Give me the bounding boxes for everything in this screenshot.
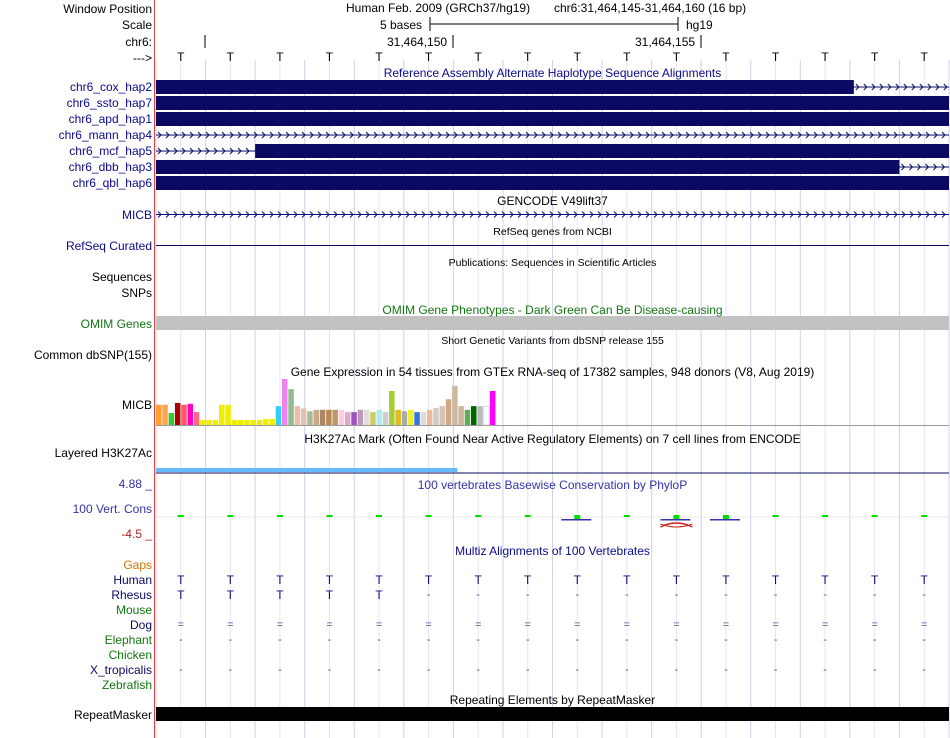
alignment-base: = bbox=[326, 619, 333, 631]
alignment-base: - bbox=[823, 634, 827, 646]
gtex-tissue-bar[interactable] bbox=[490, 391, 496, 425]
alignment-base: - bbox=[823, 589, 827, 601]
phylop-score-bar[interactable] bbox=[872, 515, 878, 517]
gtex-tissue-bar[interactable] bbox=[414, 412, 420, 425]
alignment-base: - bbox=[178, 634, 183, 646]
alignment-base: = bbox=[722, 619, 730, 631]
strand-label: ---> bbox=[133, 51, 152, 65]
alignment-base: T bbox=[821, 573, 829, 587]
publications-label-sequences: Sequences bbox=[91, 270, 152, 284]
alignment-base: - bbox=[625, 589, 629, 601]
alignment-base: = bbox=[524, 619, 531, 631]
alignment-base: T bbox=[722, 573, 730, 587]
alignment-base: - bbox=[922, 589, 927, 601]
alignment-base: = bbox=[921, 619, 928, 631]
haplotype-alignment-block[interactable] bbox=[156, 112, 949, 126]
gtex-tissue-bar[interactable] bbox=[244, 420, 250, 425]
alignment-base: T bbox=[771, 573, 780, 587]
multiz-track-title: Multiz Alignments of 100 Vertebrates bbox=[455, 544, 650, 558]
alignment-base: = bbox=[177, 619, 184, 631]
gtex-tissue-bar[interactable] bbox=[307, 411, 313, 425]
haplotype-alignment-block[interactable] bbox=[255, 144, 949, 158]
species-label: X_tropicalis bbox=[89, 663, 152, 677]
alignment-base: - bbox=[724, 634, 728, 646]
alignment-base: = bbox=[623, 619, 631, 631]
gtex-tissue-bar[interactable] bbox=[257, 420, 263, 425]
alignment-base: - bbox=[476, 664, 480, 676]
db-label: hg19 bbox=[686, 18, 713, 32]
phylop-score-bar[interactable] bbox=[723, 515, 729, 519]
species-label: Gaps bbox=[123, 558, 152, 572]
gtex-tissue-bar[interactable] bbox=[188, 404, 194, 425]
alignment-base: = bbox=[574, 619, 581, 631]
gtex-tissue-bar[interactable] bbox=[452, 386, 458, 425]
haplotype-label[interactable]: chr6_dbb_hap3 bbox=[68, 160, 152, 174]
dbsnp-track-title: Short Genetic Variants from dbSNP release 155 bbox=[441, 335, 664, 347]
alignment-base: - bbox=[823, 664, 827, 676]
ruler-base: T bbox=[920, 50, 928, 64]
ruler-base: T bbox=[276, 50, 284, 64]
alignment-base: - bbox=[525, 589, 530, 601]
alignment-base: - bbox=[872, 589, 877, 601]
alignment-base: T bbox=[524, 573, 532, 587]
alignment-base: - bbox=[773, 664, 778, 676]
gtex-tissue-bar[interactable] bbox=[370, 412, 376, 425]
gtex-tissue-bar[interactable] bbox=[213, 420, 219, 425]
haplotype-label[interactable]: chr6_mann_hap4 bbox=[58, 128, 152, 142]
alignment-base: T bbox=[325, 588, 334, 602]
ruler-base: T bbox=[474, 50, 482, 64]
alignment-base: T bbox=[226, 588, 235, 602]
gtex-tissue-bar[interactable] bbox=[358, 410, 364, 425]
phylop-score-bar[interactable] bbox=[277, 515, 283, 517]
species-label: Elephant bbox=[104, 633, 152, 647]
alignment-base: T bbox=[177, 573, 185, 587]
alignment-base: T bbox=[573, 573, 581, 587]
alignment-base: T bbox=[672, 573, 681, 587]
phylop-score-bar[interactable] bbox=[561, 519, 591, 521]
alignment-base: T bbox=[325, 573, 334, 587]
gtex-tissue-bar[interactable] bbox=[408, 410, 414, 425]
scale-text: 5 bases bbox=[380, 18, 423, 32]
coord-left: 31,464,150 bbox=[387, 35, 448, 49]
alignment-base: - bbox=[525, 664, 530, 676]
gtex-tissue-bar[interactable] bbox=[326, 410, 332, 425]
alignment-base: - bbox=[178, 664, 183, 676]
alignment-base: - bbox=[426, 664, 431, 676]
haplotype-label[interactable]: chr6_cox_hap2 bbox=[69, 80, 152, 94]
phylop-score-bar[interactable] bbox=[921, 515, 927, 517]
scale-label: Scale bbox=[121, 18, 152, 32]
alignment-base: - bbox=[575, 664, 580, 676]
alignment-base: T bbox=[276, 573, 284, 587]
h3k27ac-label: Layered H3K27Ac bbox=[54, 446, 152, 460]
phylop-label[interactable]: 100 Vert. Cons bbox=[72, 502, 152, 516]
alignment-base: - bbox=[327, 664, 332, 676]
gtex-tissue-bar[interactable] bbox=[458, 406, 464, 425]
alignment-base: - bbox=[525, 634, 530, 646]
gtex-tissue-bar[interactable] bbox=[225, 405, 231, 425]
gtex-tissue-bar[interactable] bbox=[263, 419, 269, 425]
phylop-score-bar[interactable] bbox=[326, 515, 332, 517]
alignment-base: - bbox=[625, 664, 629, 676]
gtex-tissue-bar[interactable] bbox=[345, 412, 351, 425]
alignment-base: T bbox=[226, 573, 235, 587]
alignment-base: - bbox=[575, 634, 580, 646]
gtex-tissue-bar[interactable] bbox=[251, 420, 257, 425]
alignment-base: = bbox=[821, 619, 829, 631]
alignment-base: T bbox=[474, 573, 482, 587]
alignment-base: - bbox=[575, 589, 580, 601]
alignment-base: - bbox=[724, 589, 728, 601]
refseq-track-title: RefSeq genes from NCBI bbox=[493, 226, 612, 238]
alignment-base: = bbox=[871, 619, 878, 631]
alignment-base: - bbox=[278, 664, 282, 676]
phylop-score-bar[interactable] bbox=[660, 519, 690, 521]
haplotype-label[interactable]: chr6_apd_hap1 bbox=[68, 112, 152, 126]
gencode-track-title: GENCODE V49lift37 bbox=[497, 194, 608, 208]
haplotype-alignment-block[interactable] bbox=[156, 176, 949, 190]
alignment-base: - bbox=[872, 664, 877, 676]
repeatmasker-track-title: Repeating Elements by RepeatMasker bbox=[449, 693, 656, 707]
phylop-score-bar[interactable] bbox=[376, 515, 382, 517]
alignment-base: - bbox=[674, 589, 679, 601]
omim-label[interactable]: OMIM Genes bbox=[80, 317, 152, 331]
h3k27ac-track-title: H3K27Ac Mark (Often Found Near Active Regulatory Elements) on 7 cell lines from ENCODE bbox=[304, 432, 801, 446]
dbsnp-label: Common dbSNP(155) bbox=[33, 348, 152, 362]
alignment-base: = bbox=[425, 619, 432, 631]
gtex-tissue-bar[interactable] bbox=[471, 406, 477, 425]
gtex-tissue-bar[interactable] bbox=[219, 405, 225, 425]
gtex-tissue-bar[interactable] bbox=[339, 410, 345, 425]
species-label: Zebrafish bbox=[101, 678, 152, 692]
species-label: Chicken bbox=[108, 648, 152, 662]
phylop-score-bar[interactable] bbox=[525, 515, 531, 517]
alignment-base: = bbox=[276, 619, 284, 631]
gtex-tissue-bar[interactable] bbox=[389, 391, 395, 425]
gtex-tissue-bar[interactable] bbox=[440, 406, 446, 425]
h3k27ac-signal[interactable] bbox=[156, 468, 457, 472]
gtex-tissue-bar[interactable] bbox=[484, 406, 490, 425]
alignment-base: - bbox=[228, 634, 233, 646]
gtex-tissue-bar[interactable] bbox=[301, 408, 307, 425]
phylop-score-bar[interactable] bbox=[227, 515, 233, 517]
ruler-base: T bbox=[870, 50, 879, 64]
gtex-tissue-bar[interactable] bbox=[395, 410, 401, 425]
haplotype-label[interactable]: chr6_qbl_hap6 bbox=[72, 176, 152, 190]
gtex-tissue-bar[interactable] bbox=[332, 410, 338, 425]
alignment-base: - bbox=[476, 634, 480, 646]
gtex-tissue-bar[interactable] bbox=[181, 405, 187, 425]
gtex-tissue-bar[interactable] bbox=[433, 408, 439, 425]
species-label: Mouse bbox=[115, 603, 152, 617]
alignment-base: - bbox=[625, 634, 629, 646]
alignment-base: T bbox=[375, 588, 383, 602]
gtex-tissue-bar[interactable] bbox=[427, 410, 433, 425]
gtex-tissue-bar[interactable] bbox=[200, 420, 206, 425]
gtex-tissue-bar[interactable] bbox=[175, 403, 181, 425]
ruler-base: T bbox=[672, 50, 681, 64]
alignment-base: - bbox=[773, 634, 778, 646]
chrom-label: chr6: bbox=[125, 35, 152, 49]
refseq-label[interactable]: RefSeq Curated bbox=[65, 239, 152, 253]
alignment-base: - bbox=[377, 634, 381, 646]
publications-track-title: Publications: Sequences in Scientific Articles bbox=[448, 257, 657, 269]
gtex-tissue-bar[interactable] bbox=[276, 406, 282, 425]
alignment-base: = bbox=[474, 619, 482, 631]
alignment-base: - bbox=[327, 634, 332, 646]
gtex-tissue-bar[interactable] bbox=[320, 410, 326, 425]
haplotype-alignment-block[interactable] bbox=[156, 96, 949, 110]
gtex-tissue-bar[interactable] bbox=[402, 411, 408, 425]
gtex-tissue-bar[interactable] bbox=[446, 399, 452, 425]
gtex-tissue-bar[interactable] bbox=[288, 389, 294, 425]
haplotype-label[interactable]: chr6_ssto_hap7 bbox=[66, 96, 152, 110]
haplotype-label[interactable]: chr6_mcf_hap5 bbox=[69, 144, 152, 158]
alignment-base: = bbox=[772, 619, 779, 631]
gtex-tissue-bar[interactable] bbox=[232, 420, 238, 425]
phylop-score-bar[interactable] bbox=[822, 515, 828, 517]
gtex-tissue-bar[interactable] bbox=[314, 410, 320, 425]
gtex-tissue-bar[interactable] bbox=[364, 410, 370, 425]
ruler-base: T bbox=[177, 50, 185, 64]
alignment-base: - bbox=[476, 589, 480, 601]
gtex-tissue-bar[interactable] bbox=[206, 420, 212, 425]
window-position-label: Window Position bbox=[63, 2, 152, 16]
alignment-base: - bbox=[377, 664, 381, 676]
repeatmasker-label[interactable]: RepeatMasker bbox=[73, 708, 152, 722]
alignment-base: - bbox=[674, 664, 679, 676]
phylop-score-bar[interactable] bbox=[773, 515, 779, 517]
phylop-ymax-label: 4.88 _ bbox=[118, 477, 152, 491]
gtex-tissue-bar[interactable] bbox=[282, 379, 288, 425]
phylop-score-bar[interactable] bbox=[178, 515, 184, 517]
species-label: Dog bbox=[129, 618, 152, 632]
alignment-base: - bbox=[773, 589, 778, 601]
alignment-base: T bbox=[870, 573, 879, 587]
alignment-base: - bbox=[426, 634, 431, 646]
repeatmasker-element[interactable] bbox=[156, 707, 949, 721]
ruler-base: T bbox=[424, 50, 433, 64]
alignment-base: - bbox=[674, 634, 679, 646]
alignment-base: - bbox=[872, 634, 877, 646]
gtex-track-title: Gene Expression in 54 tissues from GTEx RNA-seq of 17382 samples, 948 donors (V8, Aug 2019) bbox=[290, 365, 815, 379]
alignment-base: T bbox=[276, 588, 284, 602]
phylop-score-bar[interactable] bbox=[475, 515, 481, 517]
alignment-base: = bbox=[673, 619, 680, 631]
omim-track-title[interactable]: OMIM Gene Phenotypes - Dark Green Can Be Disease-causing bbox=[382, 303, 723, 317]
gtex-gene-label: MICB bbox=[122, 398, 152, 412]
phylop-score-bar[interactable] bbox=[710, 519, 740, 521]
ruler-base: T bbox=[375, 50, 383, 64]
coord-right: 31,464,155 bbox=[635, 35, 696, 49]
haplotypes-track-title[interactable]: Reference Assembly Alternate Haplotype Sequence Alignments bbox=[383, 66, 722, 80]
alignment-base: - bbox=[228, 664, 233, 676]
phylop-score-bar[interactable] bbox=[624, 515, 630, 517]
gtex-tissue-bar[interactable] bbox=[351, 412, 357, 425]
alignment-base: T bbox=[375, 573, 383, 587]
gtex-tissue-bar[interactable] bbox=[194, 412, 200, 425]
gtex-tissue-bar[interactable] bbox=[269, 419, 275, 425]
gtex-tissue-bar[interactable] bbox=[465, 410, 471, 425]
ruler-base: T bbox=[524, 50, 532, 64]
ruler-base: T bbox=[821, 50, 829, 64]
ruler-base: T bbox=[325, 50, 334, 64]
gencode-gene-label[interactable]: MICB bbox=[122, 208, 152, 222]
gtex-tissue-bar[interactable] bbox=[383, 412, 389, 425]
gtex-tissue-bar[interactable] bbox=[295, 406, 301, 425]
alignment-base: - bbox=[426, 589, 431, 601]
position-text: chr6:31,464,145-31,464,160 (16 bp) bbox=[554, 1, 747, 15]
omim-gene-bar[interactable] bbox=[156, 316, 949, 330]
phylop-score-bar[interactable] bbox=[426, 515, 432, 517]
alignment-base: - bbox=[922, 634, 927, 646]
alignment-base: = bbox=[375, 619, 383, 631]
gtex-tissue-bar[interactable] bbox=[156, 405, 162, 425]
alignment-base: T bbox=[623, 573, 631, 587]
gtex-tissue-bar[interactable] bbox=[377, 410, 383, 425]
gtex-tissue-bar[interactable] bbox=[477, 406, 483, 425]
ruler-base: T bbox=[623, 50, 631, 64]
publications-label-snps: SNPs bbox=[121, 286, 152, 300]
assembly-title: Human Feb. 2009 (GRCh37/hg19) bbox=[346, 1, 531, 15]
alignment-base: = bbox=[227, 619, 234, 631]
alignment-base: T bbox=[920, 573, 928, 587]
gtex-tissue-bar[interactable] bbox=[169, 413, 175, 425]
gtex-tissue-bar[interactable] bbox=[421, 412, 427, 425]
alignment-base: T bbox=[177, 588, 185, 602]
gtex-tissue-bar[interactable] bbox=[238, 420, 244, 425]
ruler-base: T bbox=[771, 50, 780, 64]
haplotype-alignment-block[interactable] bbox=[156, 80, 854, 94]
haplotype-alignment-block[interactable] bbox=[156, 160, 899, 174]
species-label: Rhesus bbox=[111, 588, 152, 602]
phylop-score-bar[interactable] bbox=[574, 515, 580, 519]
ruler-base: T bbox=[226, 50, 235, 64]
alignment-base: T bbox=[424, 573, 433, 587]
phylop-track-title[interactable]: 100 vertebrates Basewise Conservation by PhyloP bbox=[417, 478, 688, 492]
species-label: Human bbox=[113, 573, 152, 587]
alignment-base: - bbox=[724, 664, 728, 676]
ruler-base: T bbox=[573, 50, 581, 64]
phylop-ymin-label: -4.5 _ bbox=[121, 527, 152, 541]
gtex-tissue-bar[interactable] bbox=[162, 405, 168, 425]
phylop-score-bar[interactable] bbox=[673, 515, 679, 519]
alignment-base: - bbox=[922, 664, 927, 676]
alignment-base: - bbox=[278, 634, 282, 646]
ruler-base: T bbox=[722, 50, 730, 64]
